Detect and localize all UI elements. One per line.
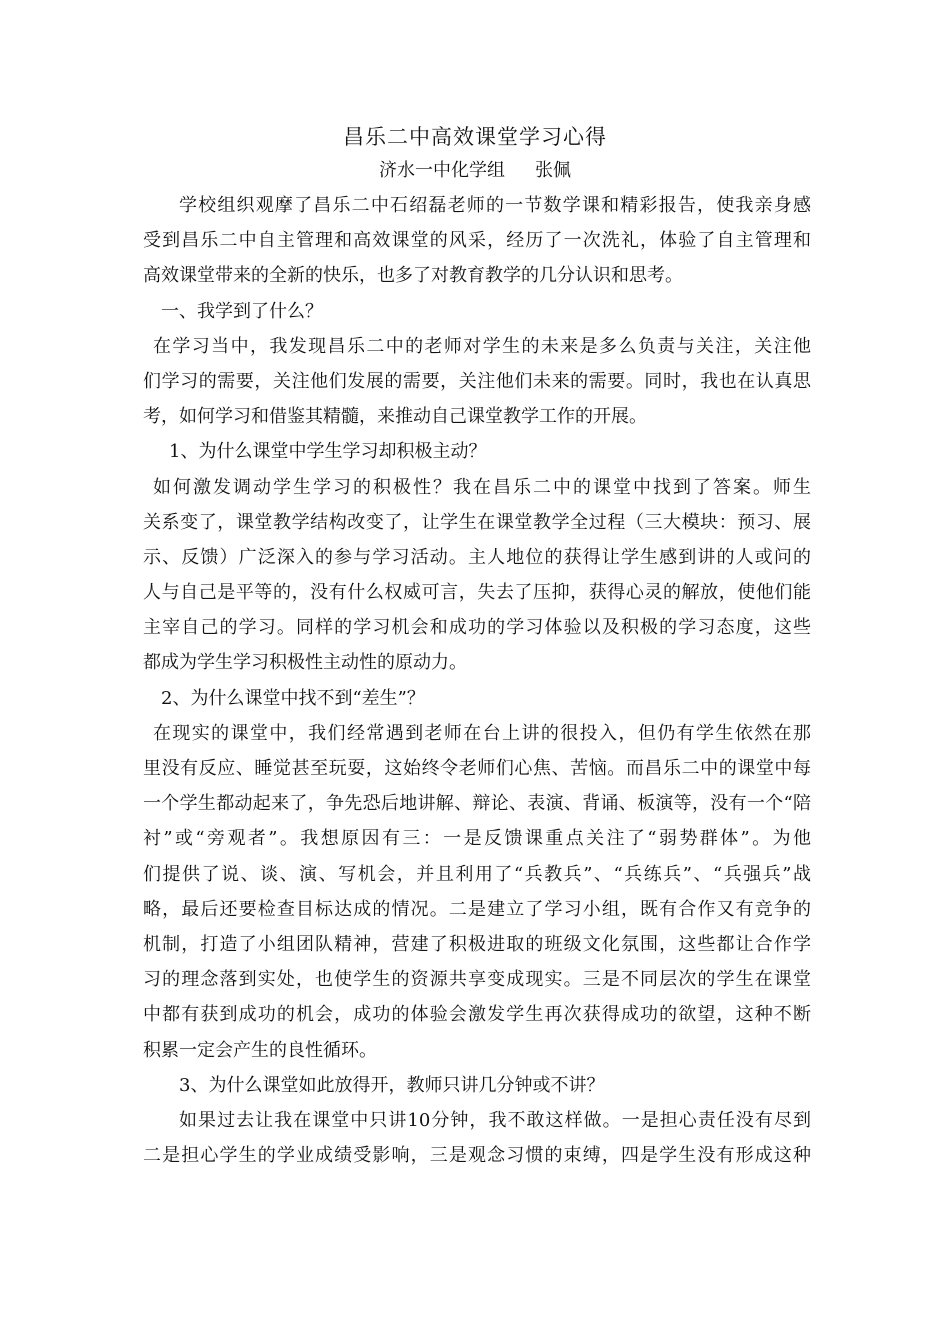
document-body (143, 188, 811, 1173)
paragraph-line: 们提供了说、谈、演、写机会，并且利用了“兵教兵”、“兵练兵”、“兵强兵”战 (143, 863, 811, 885)
paragraph-line: 们学习的需要，关注他们发展的需要，关注他们未来的需要。同时，我也在认真思 (143, 370, 811, 392)
question-heading: 2、为什么课堂中找不到“差生”？ (161, 687, 425, 709)
paragraph-line: 里没有反应、睡觉甚至玩耍，这始终令老师们心焦、苦恼。而昌乐二中的课堂中每 (143, 758, 811, 779)
paragraph-line: 略，最后还要检查目标达成的情况。二是建立了学习小组，既有合作又有竞争的 (143, 898, 811, 920)
paragraph-line: 人与自己是平等的，没有什么权威可言，失去了压抑，获得心灵的解放，使他们能 (143, 582, 811, 604)
paragraph-line: 二是担心学生的学业成绩受影响，三是观念习惯的束缚，四是学生没有形成这种 (143, 1145, 811, 1167)
paragraph-line: 机制，打造了小组团队精神，营建了积极进取的班级文化氛围，这些都让合作学 (143, 933, 811, 955)
document-subtitle (0, 157, 950, 185)
paragraph-line: 衬”或“旁观者”。我想原因有三：一是反馈课重点关注了“弱势群体”。为他 (143, 828, 811, 850)
paragraph-line: 受到昌乐二中自主管理和高效课堂的风采，经历了一次洗礼，体验了自主管理和 (143, 230, 811, 252)
author-group: 济水一中化学组 (379, 160, 505, 181)
paragraph-line: 都成为学生学习积极性主动性的原动力。 (143, 652, 467, 674)
paragraph-line: 高效课堂带来的全新的快乐，也多了对教育教学的几分认识和思考。 (143, 265, 683, 287)
paragraph-line: 如果过去让我在课堂中只讲10分钟，我不敢这样做。一是担心责任没有尽到 (179, 1109, 811, 1131)
paragraph-line: 在学习当中，我发现昌乐二中的老师对学生的未来是多么负责与关注，关注他 (153, 335, 811, 357)
question-heading: 3、为什么课堂如此放得开，教师只讲几分钟或不讲？ (179, 1074, 605, 1096)
section-heading: 一、我学到了什么？ (161, 300, 323, 322)
paragraph-line: 考，如何学习和借鉴其精髓，来推动自己课堂教学工作的开展。 (143, 406, 647, 428)
paragraph-line: 如何激发调动学生学习的积极性？我在昌乐二中的课堂中找到了答案。师生 (153, 476, 811, 498)
paragraph-line: 中都有获到成功的机会，成功的体验会激发学生再次获得成功的欲望，这种不断 (143, 1004, 811, 1026)
question-heading: 1、为什么课堂中学生学习却积极主动？ (169, 441, 487, 463)
paragraph-line: 在现实的课堂中，我们经常遇到老师在台上讲的很投入，但仍有学生依然在那 (153, 722, 811, 744)
document-title: 昌乐二中高效课堂学习心得 (343, 125, 607, 149)
paragraph-line: 一个学生都动起来了，争先恐后地讲解、辩论、表演、背诵、板演等，没有一个“陪 (143, 793, 811, 815)
paragraph-line: 学校组织观摩了昌乐二中石绍磊老师的一节数学课和精彩报告，使我亲身感 (179, 195, 811, 216)
paragraph-line: 积累一定会产生的良性循环。 (143, 1039, 377, 1061)
paragraph-line: 关系变了，课堂教学结构改变了，让学生在课堂教学全过程（三大模块：预习、展 (143, 511, 811, 533)
paragraph-line: 示、反馈）广泛深入的参与学习活动。主人地位的获得让学生感到讲的人或问的 (143, 546, 811, 568)
author-name: 张佩 (535, 160, 571, 181)
paragraph-line: 主宰自己的学习。同样的学习机会和成功的学习体验以及积极的学习态度，这些 (143, 617, 811, 639)
paragraph-line: 习的理念落到实处，也使学生的资源共享变成现实。三是不同层次的学生在课堂 (143, 969, 811, 991)
